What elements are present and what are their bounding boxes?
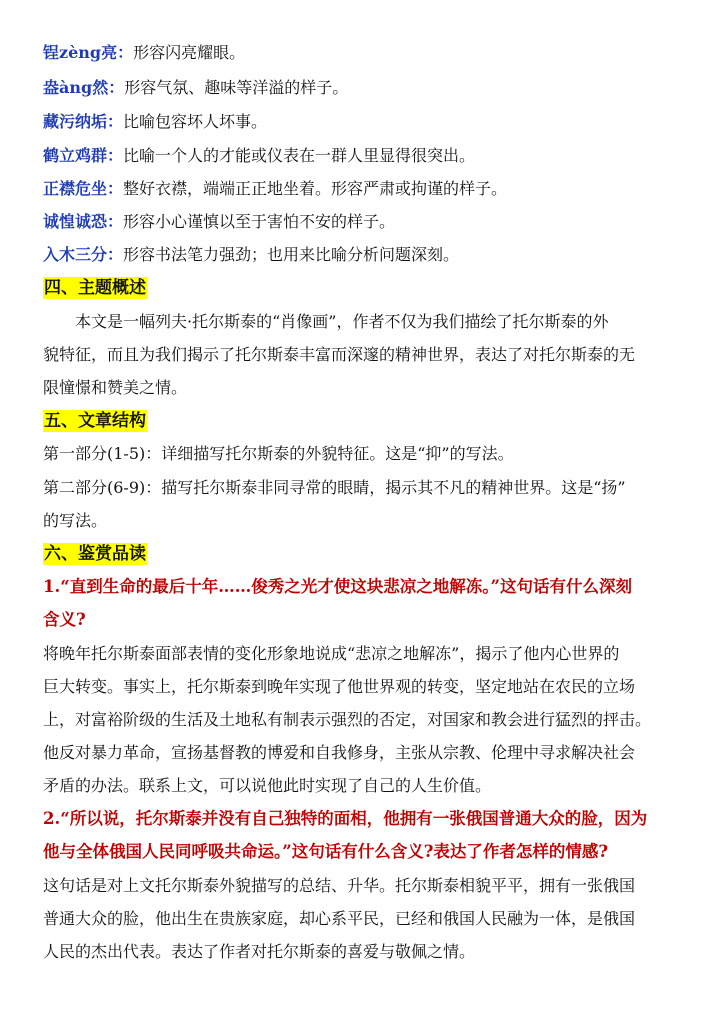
paragraph-line: 限憧憬和赞美之情。 [43,378,188,397]
vocab-item [43,145,686,167]
section-heading-appreciation: 六、鉴赏品读 [44,544,146,564]
vocab-term: 锃zèng亮 [43,43,118,62]
question-line: 含义? [43,610,86,629]
answer-line: 他反对暴力革命，宣扬基督教的博爱和自我修身，主张从宗教、伦理中寻求解决社会 [43,743,636,762]
vocab-definition: 形容气氛、趣味等洋溢的样子。 [124,78,349,97]
answer-line: 上，对富裕阶级的生活及土地私有制表示强烈的否定，对国家和教会进行猛烈的抨击。 [43,710,652,729]
vocab-definition: 形容书法笔力强劲；也用来比喻分析问题深刻。 [123,245,460,264]
vocab-item [43,178,686,200]
vocab-colon: ： [107,212,124,231]
vocab-definition: 整好衣襟，端端正正地坐着。形容严肃或拘谨的样子。 [123,179,508,198]
answer-line: 人民的杰出代表。表达了作者对托尔斯泰的喜爱与敬佩之情。 [43,942,476,961]
vocab-term: 鹤立鸡群 [43,146,108,165]
vocab-colon: ： [107,146,124,165]
answer-line: 巨大转变。事实上，托尔斯泰到晚年实现了他世界观的转变，坚定地站在农民的立场 [43,677,636,696]
section-heading-theme: 四、主题概述 [44,278,146,298]
vocab-item [43,111,686,133]
question-line: 2.“所以说，托尔斯泰并没有自己独特的面相，他拥有一张俄国普通大众的脸，因为 [43,809,648,828]
vocab-item [43,42,686,64]
section-heading-structure: 五、文章结构 [44,411,146,431]
vocab-definition: 形容小心谨慎以至于害怕不安的样子。 [123,212,396,231]
vocab-colon: ： [107,112,124,131]
vocab-colon: ： [117,43,134,62]
vocab-term: 诚惶诚恐 [43,212,108,231]
vocab-colon: ： [107,179,124,198]
vocab-term: 正襟危坐 [43,179,108,198]
answer-line: 将晚年托尔斯泰面部表情的变化形象地说成“悲凉之地解冻”，揭示了他内心世界的 [43,644,620,663]
vocab-item [43,77,686,99]
paragraph-line: 的写法。 [43,511,108,530]
question-line: 1.“直到生命的最后十年……俊秀之光才使这块悲凉之地解冻。”这句话有什么深刻 [43,577,632,596]
answer-line: 普通大众的脸，他出生在贵族家庭，却心系平民，已经和俄国人民融为一体，是俄国 [43,909,636,928]
vocab-item [43,211,686,233]
paragraph-line: 第二部分(6-9)：描写托尔斯泰非同寻常的眼睛，揭示其不凡的精神世界。这是“扬” [43,478,626,497]
section-heading-row [43,543,686,565]
answer-line: 矛盾的办法。联系上文，可以说他此时实现了自己的人生价值。 [43,776,492,795]
section-heading-row [43,277,686,299]
vocab-colon: ： [108,78,125,97]
vocab-definition: 比喻包容坏人坏事。 [123,112,268,131]
paragraph-line: 第一部分(1-5)：详细描写托尔斯泰的外貌特征。这是“抑”的写法。 [43,444,514,463]
vocab-item [43,244,686,266]
answer-line: 这句话是对上文托尔斯泰外貌描写的总结、升华。托尔斯泰相貌平平，拥有一张俄国 [43,876,636,895]
vocab-definition: 比喻一个人的才能或仪表在一群人里显得很突出。 [123,146,476,165]
paragraph-line: 本文是一幅列夫·托尔斯泰的“肖像画”，作者不仅为我们描绘了托尔斯泰的外 [75,312,609,331]
vocab-definition: 形容闪亮耀眼。 [133,43,246,62]
vocab-colon: ： [107,245,124,264]
vocab-term: 盎àng然 [43,78,109,97]
section-heading-row [43,410,686,432]
vocab-term: 入木三分 [43,245,108,264]
paragraph-line: 貌特征，而且为我们揭示了托尔斯泰丰富而深邃的精神世界，表达了对托尔斯泰的无 [43,345,636,364]
question-line: 他与全体俄国人民同呼吸共命运。”这句话有什么含义?表达了作者怎样的情感? [43,842,609,861]
vocab-term: 藏污纳垢 [43,112,108,131]
